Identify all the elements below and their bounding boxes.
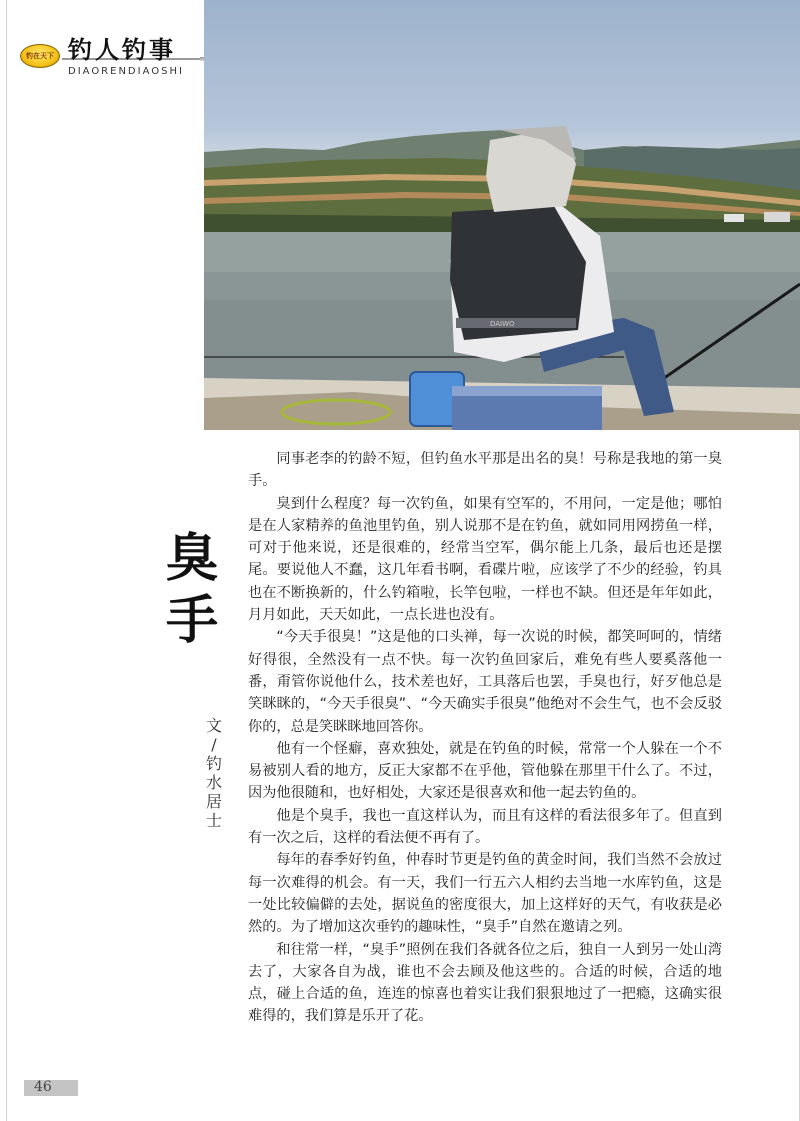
article-paragraph: 同事老李的钓龄不短，但钓鱼水平那是出名的臭！号称是我地的第一臭手。: [248, 451, 722, 490]
fishing-photo: [204, 0, 800, 430]
article-byline: [204, 716, 224, 830]
byline-char: 水: [205, 773, 222, 792]
article-title-char: 手: [165, 590, 218, 651]
article-title: [162, 528, 222, 652]
article-title-char: 臭: [165, 528, 218, 589]
left-margin-line: [6, 0, 7, 1121]
fishing-photo-illustration: [204, 0, 800, 430]
article-body: [248, 448, 722, 1028]
byline-char: 士: [205, 811, 222, 830]
page-number: 46: [34, 1079, 52, 1095]
byline-char: /: [211, 735, 217, 754]
byline-char: 居: [205, 792, 222, 811]
article-paragraph: 臭到什么程度？每一次钓鱼，如果有空军的，不用问，一定是他；哪怕是在人家精养的鱼池里钓鱼，别人说那不是在钓鱼，就如同用网捞鱼一样，可对于他来说，还是很难的，经常当空军，偶尔能上几条，最后也还是摆尾。要说他人不蠢，这几年看书啊，看碟片啦，应该学了不少的经验，钓具也在不断换新的，什么钓箱啦，长竿包啦，一样也不缺。但还是年年如此，月月如此，天天如此，一点长进也没有。: [248, 495, 722, 624]
magazine-logo: [20, 44, 60, 68]
vest-brand-text: DAIWO: [490, 320, 515, 328]
article-paragraph: 和往常一样，“臭手”照例在我们各就各位之后，独自一人到另一处山湾去了，大家各自为战，谁也不会去顾及他这些的。合适的时候，合适的地点，碰上合适的鱼，连连的惊喜也着实让我们狠狠地过了一把瘾，这确实很难得的，我们算是乐开了花。: [248, 941, 722, 1025]
magazine-logo-text: 钓在天下: [26, 52, 54, 60]
byline-char: 钓: [205, 754, 222, 773]
article-paragraph: 每年的春季好钓鱼，仲春时节更是钓鱼的黄金时间，我们当然不会放过每一次难得的机会。有一天，我们一行五六人相约去当地一水库钓鱼，这是一处比较偏僻的去处，据说鱼的密度很大，加上这样好的天气，有收获是必然的。为了增加这次垂钓的趣味性，“臭手”自然在邀请之列。: [248, 852, 722, 936]
byline-char: 文: [205, 716, 222, 735]
article-paragraph: 他是个臭手，我也一直这样认为，而且有这样的看法很多年了。但直到有一次之后，这样的看法便不再有了。: [248, 807, 722, 847]
column-pinyin: DIAORENDIAOSHI: [68, 66, 184, 77]
article-paragraph: 他有一个怪癖，喜欢独处，就是在钓鱼的时候，常常一个人躲在一个不易被别人看的地方，反正大家都不在乎他，管他躲在那里干什么了。不过，因为他很随和，也好相处，大家还是很喜欢和他一起去钓鱼的。: [248, 740, 722, 802]
article-paragraph: “今天手很臭！”这是他的口头禅，每一次说的时候，都笑呵呵的，情绪好得很，全然没有一点不快。每一次钓鱼回家后，难免有些人要奚落他一番，甭管你说他什么，技术差也好，工具落后也罢，手臭也行，好歹他总是笑眯眯的，“今天手很臭”、“今天确实手很臭”他绝对不会生气，也不会反驳你的，总是笑眯眯地回答你。: [248, 629, 722, 735]
column-title: 钓人钓事: [68, 35, 176, 64]
